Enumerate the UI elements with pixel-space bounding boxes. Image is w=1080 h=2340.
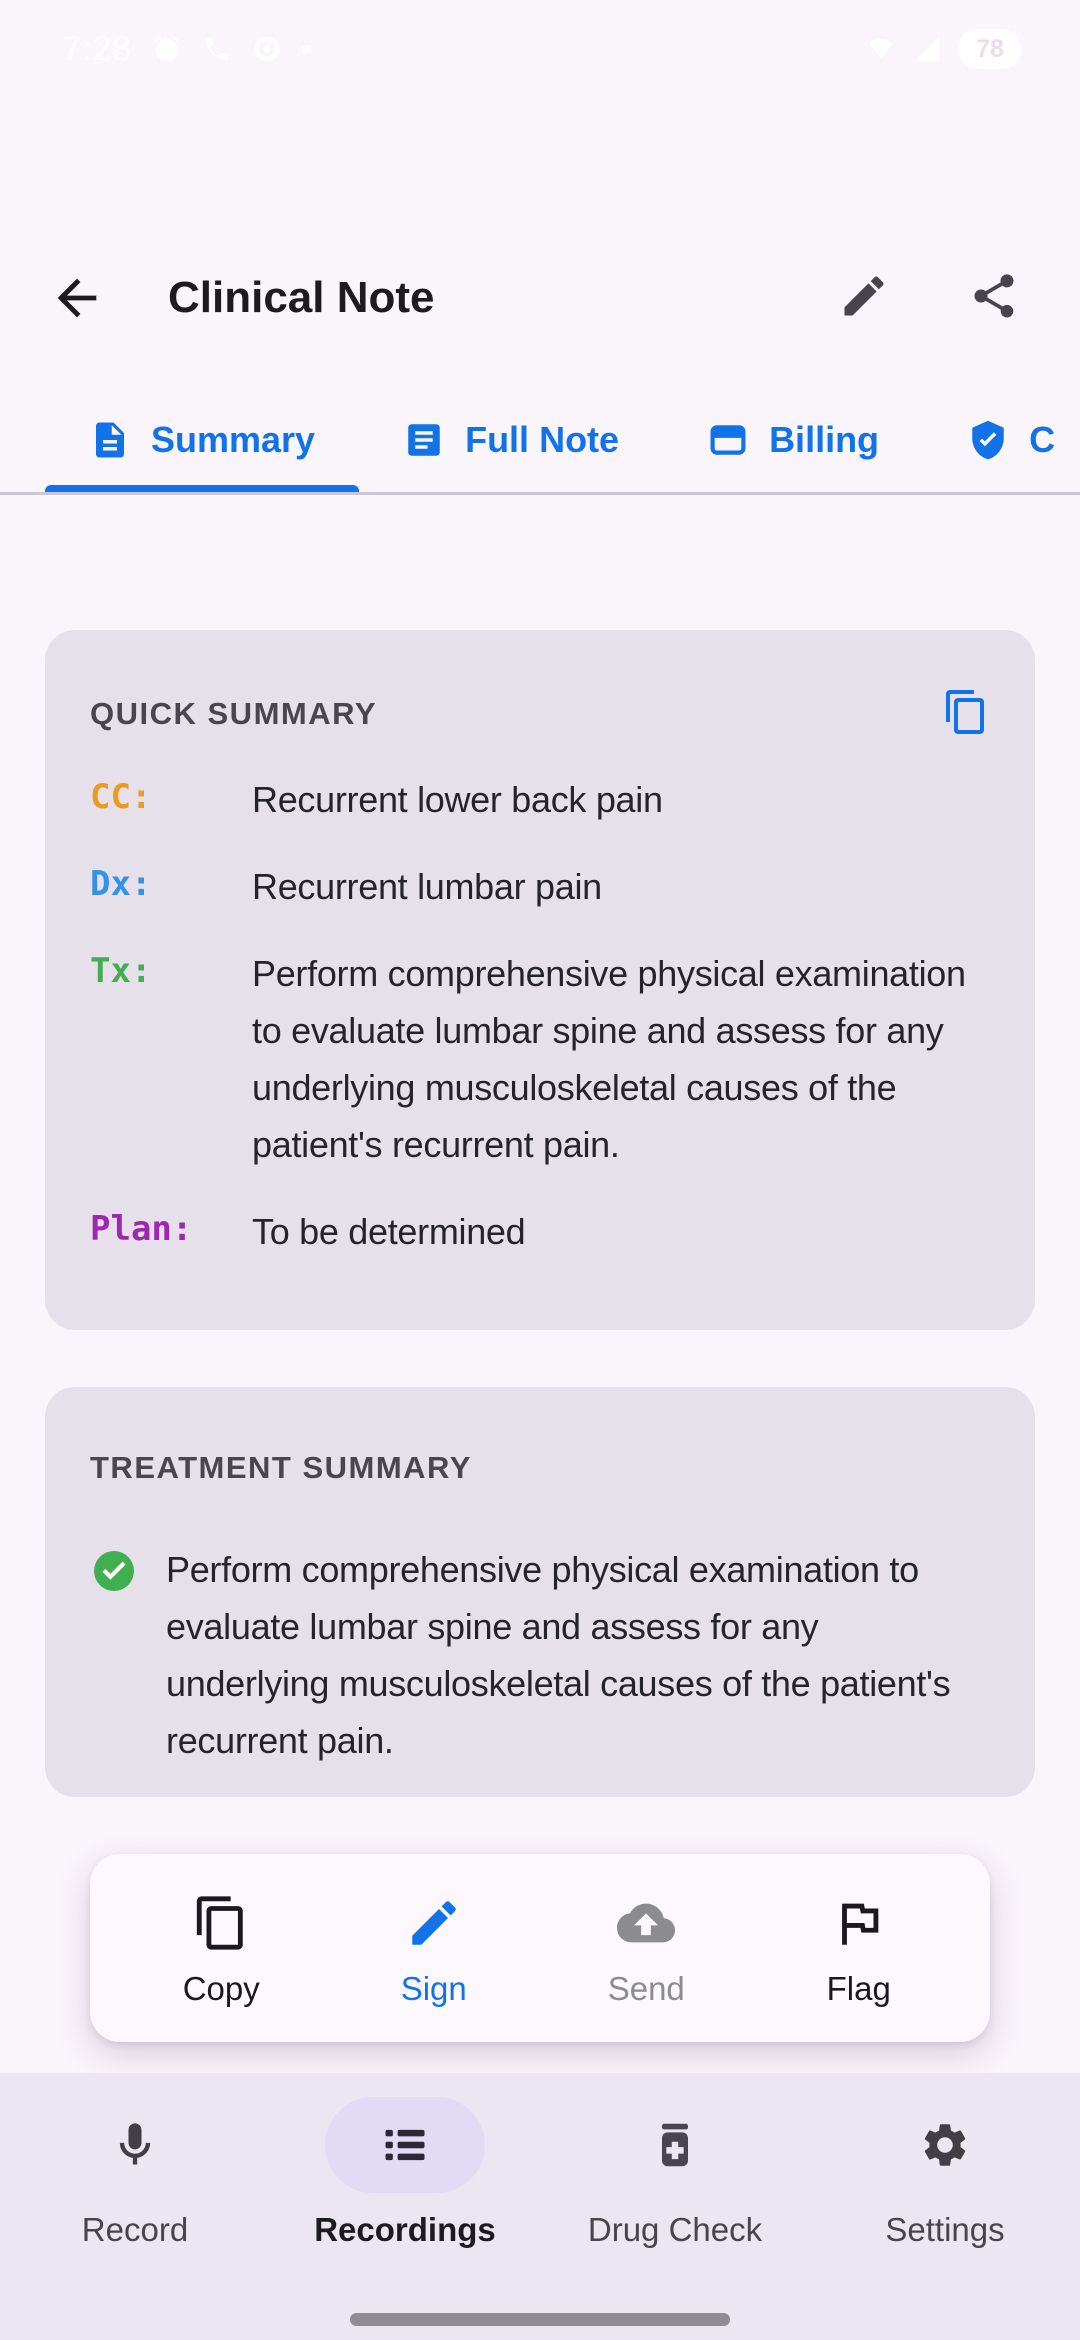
plan-label: Plan: — [90, 1209, 193, 1249]
send-action-button[interactable] — [540, 1894, 753, 2008]
tab-label: Billing — [769, 418, 880, 460]
quick-summary-card — [45, 630, 1035, 1330]
sign-action-label: Sign — [400, 1970, 467, 2007]
flag-action-label: Flag — [826, 1970, 891, 2007]
document-icon — [89, 419, 131, 461]
tab-bar — [0, 387, 1080, 495]
nav-item-recordings[interactable] — [270, 2097, 540, 2340]
tab-label: C — [1029, 418, 1056, 460]
nav-item-record[interactable] — [0, 2097, 270, 2340]
tab-summary[interactable] — [45, 387, 359, 492]
share-button[interactable] — [968, 270, 1020, 327]
gear-icon — [919, 2119, 971, 2171]
microphone-icon — [109, 2119, 161, 2171]
app-bar — [0, 239, 1080, 357]
treatment-summary-card — [45, 1387, 1035, 1797]
tab-label: Full Note — [465, 418, 620, 460]
list-icon — [379, 2119, 431, 2171]
cc-value: Recurrent lower back pain — [252, 779, 663, 820]
share-icon — [968, 270, 1020, 322]
treatment-item-text: Perform comprehensive physical examination to evaluate lumbar spine and assess for any underlying musculoskeletal causes of the patient's recurrent pain. — [166, 1549, 951, 1761]
alarm-clock-icon — [152, 34, 182, 64]
home-indicator-handle[interactable] — [350, 2313, 730, 2326]
billing-card-icon — [707, 419, 749, 461]
flag-icon — [830, 1894, 888, 1952]
copy-icon — [192, 1894, 250, 1952]
dx-label: Dx: — [90, 864, 152, 904]
cellular-signal-icon — [912, 34, 942, 64]
tab-billing[interactable] — [663, 387, 923, 492]
nav-label-settings: Settings — [885, 2211, 1005, 2248]
flag-action-button[interactable] — [753, 1894, 966, 2008]
summary-row-tx — [90, 945, 990, 1173]
nav-item-settings[interactable] — [810, 2097, 1080, 2340]
nav-label-record: Record — [81, 2211, 189, 2248]
tab-compliance[interactable] — [923, 387, 1080, 492]
note-action-bar — [90, 1854, 990, 2042]
back-button[interactable] — [48, 269, 106, 327]
pencil-icon — [405, 1894, 463, 1952]
copy-icon — [942, 688, 990, 736]
note-lines-icon — [403, 419, 445, 461]
status-bar — [0, 0, 1080, 84]
cloud-upload-icon — [617, 1894, 675, 1952]
tab-full-note[interactable] — [359, 387, 663, 492]
clock-time: 7:28 — [62, 29, 133, 68]
summary-row-plan — [90, 1203, 990, 1260]
check-circle-icon — [90, 1547, 138, 1595]
treatment-summary-title: TREATMENT SUMMARY — [90, 1450, 472, 1485]
active-nav-pill — [325, 2097, 485, 2193]
tab-label: Summary — [151, 418, 316, 460]
page-title: Clinical Note — [168, 273, 435, 322]
bottom-navigation — [0, 2073, 1080, 2340]
shield-check-icon — [967, 419, 1009, 461]
tx-value: Perform comprehensive physical examination to evaluate lumbar spine and assess for any underlying musculoskeletal causes of the patient's recurrent pain. — [252, 953, 966, 1165]
dot-icon — [302, 45, 311, 54]
pencil-icon — [838, 270, 890, 322]
summary-row-cc — [90, 771, 990, 828]
pill-bottle-icon — [649, 2119, 701, 2171]
summary-row-dx — [90, 858, 990, 915]
treatment-item — [90, 1541, 990, 1769]
arrow-back-icon — [48, 269, 106, 327]
nav-item-drug-check[interactable] — [540, 2097, 810, 2340]
copy-summary-button[interactable] — [942, 688, 990, 741]
tx-label: Tx: — [90, 951, 152, 991]
nav-label-recordings: Recordings — [314, 2211, 496, 2248]
wifi-icon — [866, 34, 896, 64]
dx-value: Recurrent lumbar pain — [252, 866, 602, 907]
note-content — [0, 630, 1080, 2042]
copy-action-button[interactable] — [115, 1894, 328, 2008]
cc-label: CC: — [90, 777, 152, 817]
edit-button[interactable] — [838, 270, 890, 327]
copy-action-label: Copy — [182, 1970, 260, 2007]
quick-summary-title: QUICK SUMMARY — [90, 696, 378, 731]
nav-label-drug-check: Drug Check — [587, 2211, 763, 2248]
battery-icon: 78 — [958, 29, 1022, 69]
plan-value: To be determined — [252, 1211, 526, 1252]
data-saver-icon — [252, 34, 282, 64]
send-action-label: Send — [607, 1970, 685, 2007]
phone-icon — [202, 34, 232, 64]
sign-action-button[interactable] — [328, 1894, 541, 2008]
